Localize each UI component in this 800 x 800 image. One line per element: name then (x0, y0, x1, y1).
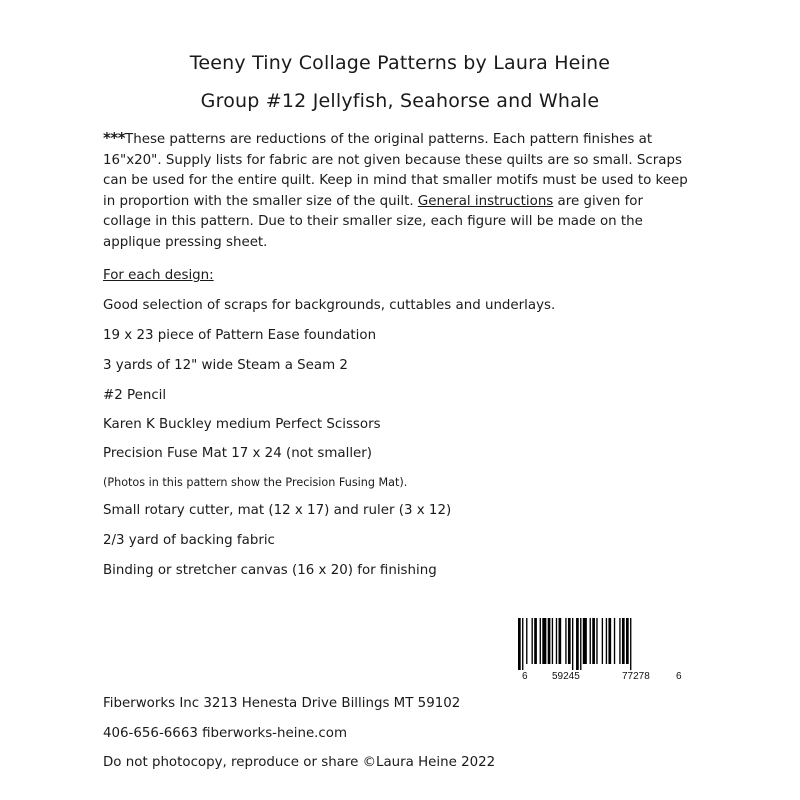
asterisks: *** (103, 129, 126, 147)
barcode-bar (590, 618, 591, 664)
supply-item: 2/3 yard of backing fabric (103, 533, 275, 548)
barcode-bar (622, 618, 625, 664)
barcode-bar (518, 618, 521, 670)
barcode-right-digit: 6 (676, 671, 682, 682)
barcode-bar (565, 618, 566, 664)
barcode-bar (548, 618, 551, 664)
barcode-bar (596, 618, 597, 664)
intro-text-part2: are given for collage in this pattern. Due to their smaller size, each figure will be made on the applique pressing sheet. (103, 193, 644, 250)
barcode-bar (602, 618, 603, 664)
barcode-digit-group-1: 59245 (552, 671, 580, 682)
intro-paragraph (103, 128, 693, 253)
supply-item: Good selection of scraps for backgrounds, cuttables and underlays. (103, 298, 556, 313)
page-subtitle: Group #12 Jellyfish, Seahorse and Whale (200, 90, 600, 112)
publisher-contact: 406-656-6663 fiberworks-heine.com (103, 726, 348, 741)
barcode (512, 618, 692, 686)
supply-item: Binding or stretcher canvas (16 x 20) for finishing (103, 563, 437, 578)
barcode-bar (583, 618, 587, 664)
barcode-bar (576, 618, 579, 670)
supplies-heading: For each design: (103, 268, 214, 283)
supply-item: 19 x 23 piece of Pattern Ease foundation (103, 328, 377, 343)
supply-note: (Photos in this pattern show the Precision Fusing Mat). (103, 476, 408, 489)
barcode-bar (532, 618, 533, 664)
general-instructions-reference: General instructions (417, 193, 554, 209)
barcode-bar (552, 618, 553, 664)
supply-item: Precision Fuse Mat 17 x 24 (not smaller) (103, 446, 373, 461)
barcode-bar (526, 618, 527, 664)
barcode-bar (556, 618, 557, 664)
barcode-bar (619, 618, 620, 664)
barcode-bars (512, 618, 692, 670)
barcode-bar (522, 618, 523, 670)
barcode-bar (580, 618, 581, 670)
barcode-left-digit: 6 (522, 671, 528, 682)
supply-item: Karen K Buckley medium Perfect Scissors (103, 417, 381, 432)
barcode-bar (608, 618, 611, 664)
barcode-digit-group-2: 77278 (622, 671, 650, 682)
barcode-bar (626, 618, 629, 664)
page-title: Teeny Tiny Collage Patterns by Laura Heine (189, 52, 611, 74)
barcode-bar (534, 618, 537, 664)
supply-item: 3 yards of 12" wide Steam a Seam 2 (103, 358, 348, 373)
barcode-bar (540, 618, 541, 664)
publisher-address: Fiberworks Inc 3213 Henesta Drive Billings MT 59102 (103, 696, 461, 711)
barcode-bar (630, 618, 631, 670)
barcode-bar (559, 618, 562, 664)
barcode-bar (606, 618, 607, 664)
supply-item: Small rotary cutter, mat (12 x 17) and ruler (3 x 12) (103, 503, 452, 518)
supply-item: #2 Pencil (103, 388, 167, 403)
barcode-bar (572, 618, 573, 670)
barcode-bar (614, 618, 615, 664)
intro-text-part1: These patterns are reductions of the original patterns. Each pattern finishes at 16"x20". Supply lists for fabric are not given because these quilts are so small. Scraps can be used for the entire quilt. Keep in mind that smaller motifs must be used to keep in proportion with the smaller size of the quilt. (103, 132, 688, 209)
copyright-notice: Do not photocopy, reproduce or share ©Laura Heine 2022 (103, 755, 496, 770)
barcode-bar (592, 618, 595, 664)
barcode-bar (542, 618, 546, 664)
barcode-bar (568, 618, 571, 664)
